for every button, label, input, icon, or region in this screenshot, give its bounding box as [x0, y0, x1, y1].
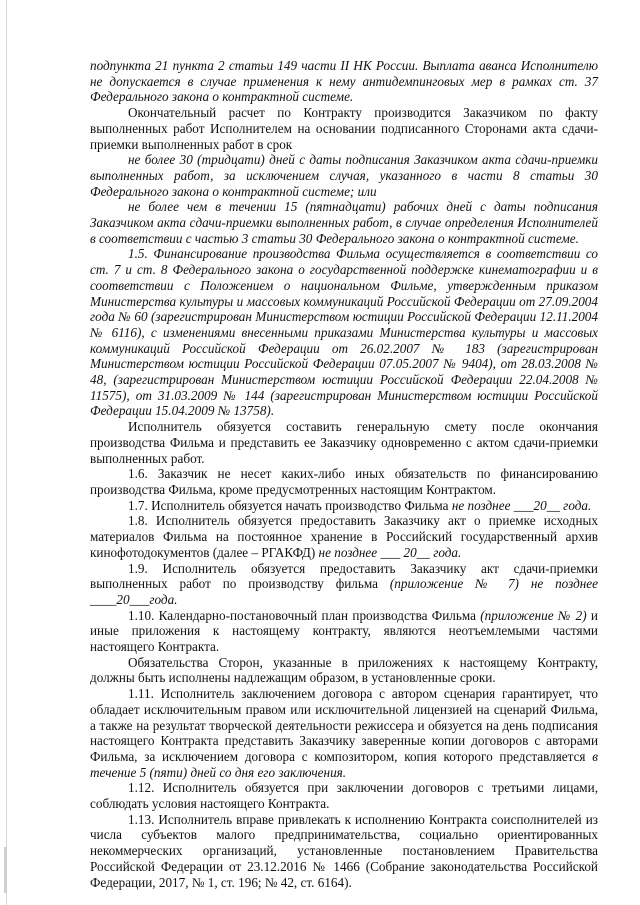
paragraph-1-11-term: в течение 5 (пяти) дней со дня его заключения.	[90, 748, 598, 780]
paragraph-1-8-deadline: не позднее ___ 20__ года.	[318, 544, 462, 560]
paragraph-1-7	[90, 498, 598, 514]
paragraph-1-9-text: 1.9. Исполнитель обязуется предоставить Заказчику акт сдачи-приемки выполненных работ по производству фильма	[90, 560, 598, 592]
paragraph-1-7-deadline: не позднее ___20__ года.	[451, 497, 592, 513]
paragraph-obligations: Обязательства Сторон, указанные в приложениях к настоящему Контракту, должны быть исполнены надлежащим образом, в установленные сроки.	[90, 654, 598, 686]
paragraph-advance-payment: подпункта 21 пункта 2 статьи 149 части II НК России. Выплата аванса Исполнителю не допускается в случае применения к нему антидемпинговых мер в рамках ст. 37 Федерального закона о контрактной системе.	[90, 58, 598, 105]
paragraph-1-8-text: 1.8. Исполнитель обязуется предоставить Заказчику акт о приемке исходных материалов Фильма на постоянное хранение в Российский государственный архив кинофотодокументов (далее – РГАКФД)	[90, 513, 598, 560]
paragraph-1-7-text: 1.7. Исполнитель обязуется начать производство Фильма	[128, 497, 452, 513]
paragraph-term-30-days: не более 30 (тридцати) дней с даты подписания Заказчиком акта сдачи-приемки выполненных работ, за исключением случая, указанного в части 8 статьи 30 Федерального закона о контрактной системе; или	[90, 152, 598, 199]
paragraph-1-10	[90, 608, 598, 655]
scan-edge	[6, 0, 7, 905]
paragraph-1-10-text1: 1.10. Календарно-постановочный план производства Фильма	[128, 607, 481, 623]
paragraph-general-estimate: Исполнитель обязуется составить генеральную смету после окончания производства Фильма и представить ее Заказчику одновременно с актом сдачи-приемки выполненных работ.	[90, 419, 598, 466]
paragraph-1-11-text: 1.11. Исполнитель заключением договора с автором сценария гарантирует, что обладает исключительным правом или исключительной лицензией на сценарий Фильма, а также на результат творческой деятельности режиссера и обязуется на день подписания настоящего Контракта представить Заказчику заверенные копии договоров с авторами Фильма, за исключением договора с композитором, копия которого представляется	[90, 686, 598, 764]
paragraph-term-15-days: не более чем в течении 15 (пятнадцати) рабочих дней с даты подписания Заказчиком акта сдачи-приемки выполненных работ, в случае определения Исполнителей в соответствии с частью 3 статьи 30 Федерального закона о контрактной системе.	[90, 199, 598, 246]
paragraph-1-6: 1.6. Заказчик не несет каких-либо иных обязательств по финансированию производства Фильма, кроме предусмотренных настоящим Контрактом.	[90, 466, 598, 497]
paragraph-1-10-text2: и иные приложения к настоящему контракту, являются неотъемлемыми частями настоящего Контракта.	[90, 607, 598, 655]
paragraph-final-settlement: Окончательный расчет по Контракту производится Заказчиком по факту выполненных работ Исполнителем на основании подписанного Сторонами акта сдачи-приемки выполненных работ в срок	[90, 105, 598, 152]
paragraph-1-13: 1.13. Исполнитель вправе привлекать к исполнению Контракта соисполнителей из числа субъектов малого предпринимательства, социально ориентированных некоммерческих организаций, установленные постановлением Правительства Российской Федерации от 23.12.2016 № 1466 (Собрание законодательства Российской Федерации, 2017, № 1, ст. 196; № 42, ст. 6164).	[90, 811, 598, 890]
paragraph-1-12: 1.12. Исполнитель обязуется при заключении договоров с третьими лицами, соблюдать условия настоящего Контракта.	[90, 780, 598, 812]
scan-mark	[4, 847, 7, 893]
paragraph-1-9-deadline: (приложение № 7) не позднее ____20___года.	[90, 576, 598, 607]
paragraph-1-9	[90, 561, 598, 608]
paragraph-1-11	[90, 686, 598, 780]
paragraph-1-8	[90, 513, 598, 560]
paragraph-1-10-annex: (приложение № 2)	[480, 607, 587, 623]
paragraph-1-5-financing: 1.5. Финансирование производства Фильма осуществляется в соответствии со ст. 7 и ст. 8 Федерального закона о государственной поддержке кинематографии и в соответствии с Положением о национальном Фильме, утвержденным приказом Министерства культуры и массовых коммуникаций Российской Федерации от 27.09.2004 года № 60 (зарегистрирован Министерством юстиции Российской Федерации 12.11.2004 № 6116), с изменениями внесенными приказами Министерства культуры и массовых коммуникаций Российской Федерации от 26.02.2007 № 183 (зарегистрирован Министерством юстиции Российской Федерации 07.05.2007 № 9404), от 28.03.2008 № 48, (зарегистрирован Министерством юстиции Российской Федерации 22.04.2008 № 11575), от 31.03.2009 № 144 (зарегистрирован Министерством юстиции Российской Федерации 15.04.2009 № 13758).	[90, 246, 598, 419]
